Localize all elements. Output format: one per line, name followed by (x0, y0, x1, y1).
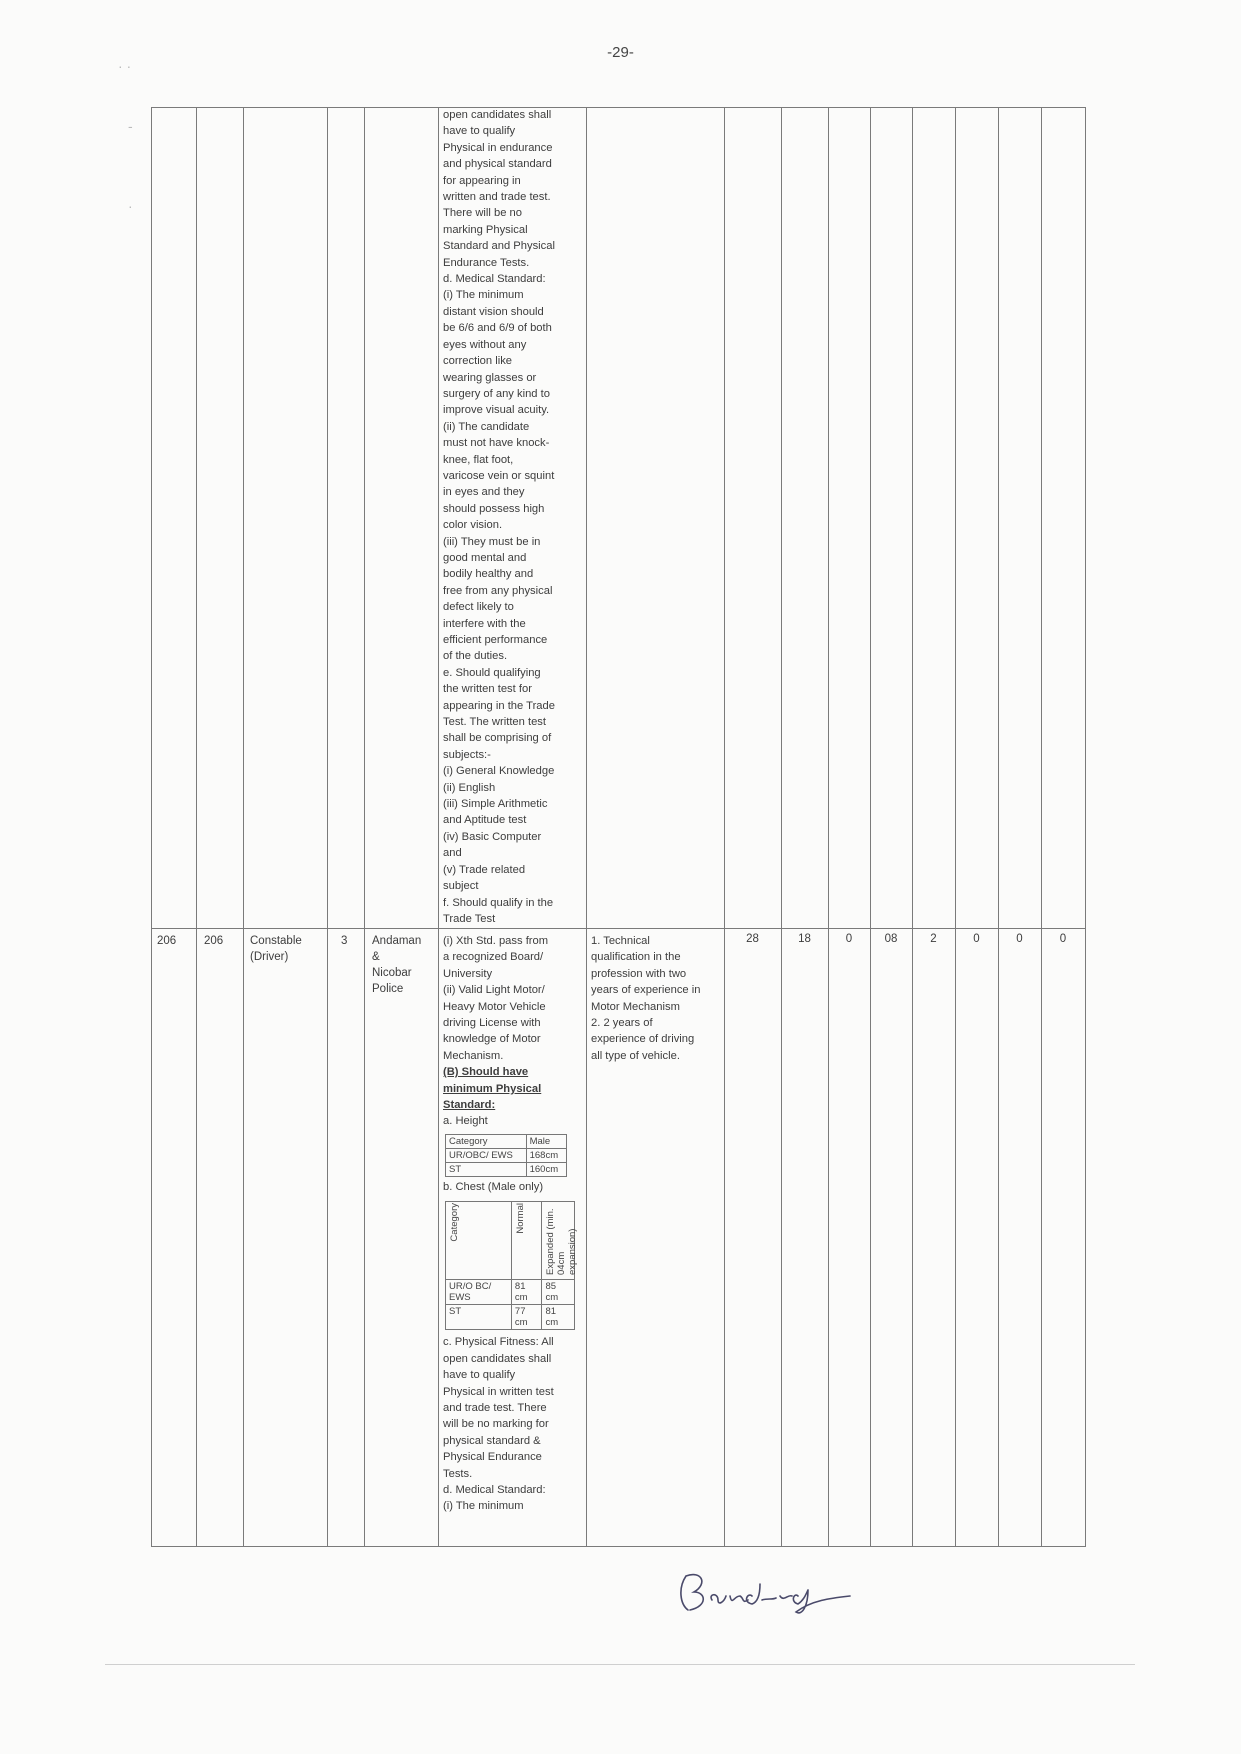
physical-heading: (B) Should have (443, 1066, 529, 1079)
col-line (151, 107, 152, 1546)
scan-speck: · · (118, 58, 132, 74)
height-table: Category Male UR/OBC/ EWS 168cm ST 160cm (445, 1134, 567, 1177)
col-line (327, 107, 328, 1546)
col-line (196, 107, 197, 1546)
col-line (828, 107, 829, 1546)
page-number: -29- (607, 44, 634, 61)
col-line (781, 107, 782, 1546)
row-divider (151, 928, 1086, 929)
scan-speck: · (128, 198, 133, 214)
vacancy-count: 0 (973, 933, 980, 945)
col-line (586, 107, 587, 1546)
vacancy-count: 28 (746, 933, 759, 945)
table-border-top (151, 107, 1086, 108)
vacancy-count: 0 (1059, 933, 1067, 945)
post-name: Constable (Driver) (250, 935, 302, 963)
essential-qualification: (i) Xth Std. pass from a recognized Board/ University (ii) Valid Light Motor/ Heavy Motor Vehicle driving License with knowledge of Motor Mechanism. (B) Should have minimum Physical Standard: a. Height Category Male UR/OBC/ EWS 168cm ST 160cm b. Chest (Male only) Category Normal Expanded (min. 04cm expansion) UR/O BC/ EWS 81 cm 85 cm ST 77 cm 81 cm c. Physical Fitness: All open candidates shall have to qualify Physical in written test and trade test. There will be no marking for physical standard & Physical Endurance Tests. d. Medical Standard: (i) The minimum (443, 933, 585, 1515)
scan-speck: - (128, 118, 133, 134)
height-label: a. Height (443, 1115, 488, 1128)
col-line (870, 107, 871, 1546)
col-line (1041, 107, 1042, 1546)
col-line (912, 107, 913, 1546)
group: 3 (341, 935, 348, 947)
serial-no: 206 (204, 935, 224, 947)
vacancy-count: 08 (884, 933, 898, 945)
vacancy-count: 0 (1016, 933, 1023, 945)
page-bottom-rule (105, 1664, 1135, 1665)
desirable-qualification: 1. Technical qualification in the profession with two years of experience in Motor Mechanism 2. 2 years of experience of driving all type of vehicle. (591, 935, 701, 1062)
col-line (998, 107, 999, 1546)
col-line (1085, 107, 1086, 1546)
vacancy-count: 18 (798, 933, 811, 945)
vacancy-count: 2 (930, 933, 937, 945)
vacancy-count: 0 (845, 933, 853, 945)
chest-label: b. Chest (Male only) (443, 1180, 544, 1193)
table-border-bottom (151, 1546, 1086, 1547)
col-line (438, 107, 439, 1546)
continuation-text: open candidates shall have to qualify Physical in endurance and physical standard for appearing in written and trade test. There will be no marking Physical Standard and Physical Endurance Tests. d. Medical Standard: (i) The minimum distant vision should be 6/6 and 6/9 of both eyes without any correction like wearing glasses or surgery of any kind to improve visual acuity. (ii) The candidate must not have knock- knee, flat foot, varicose vein or squint in eyes and they should possess high color vision. (iii) They must be in good mental and bodily healthy and free from any physical defect likely to interfere with the efficient performance of the duties. e. Should qualifying the written test for appearing in the Trade Test. The written test shall be comprising of subjects:- (i) General Knowledge (ii) English (iii) Simple Arithmetic and Aptitude test (iv) Basic Computer and (v) Trade related subject f. Should qualify in the Trade Test (443, 109, 555, 925)
col-line (955, 107, 956, 1546)
col-line (243, 107, 244, 1546)
chest-table: Category Normal Expanded (min. 04cm expansion) UR/O BC/ EWS 81 cm 85 cm ST 77 cm 81 cm (445, 1201, 575, 1330)
col-line (364, 107, 365, 1546)
recruitment-table (151, 107, 1086, 1546)
col-line (724, 107, 725, 1546)
signature (672, 1566, 852, 1622)
department: Andaman & Nicobar Police (372, 935, 422, 995)
sl-no: 206 (157, 935, 177, 947)
